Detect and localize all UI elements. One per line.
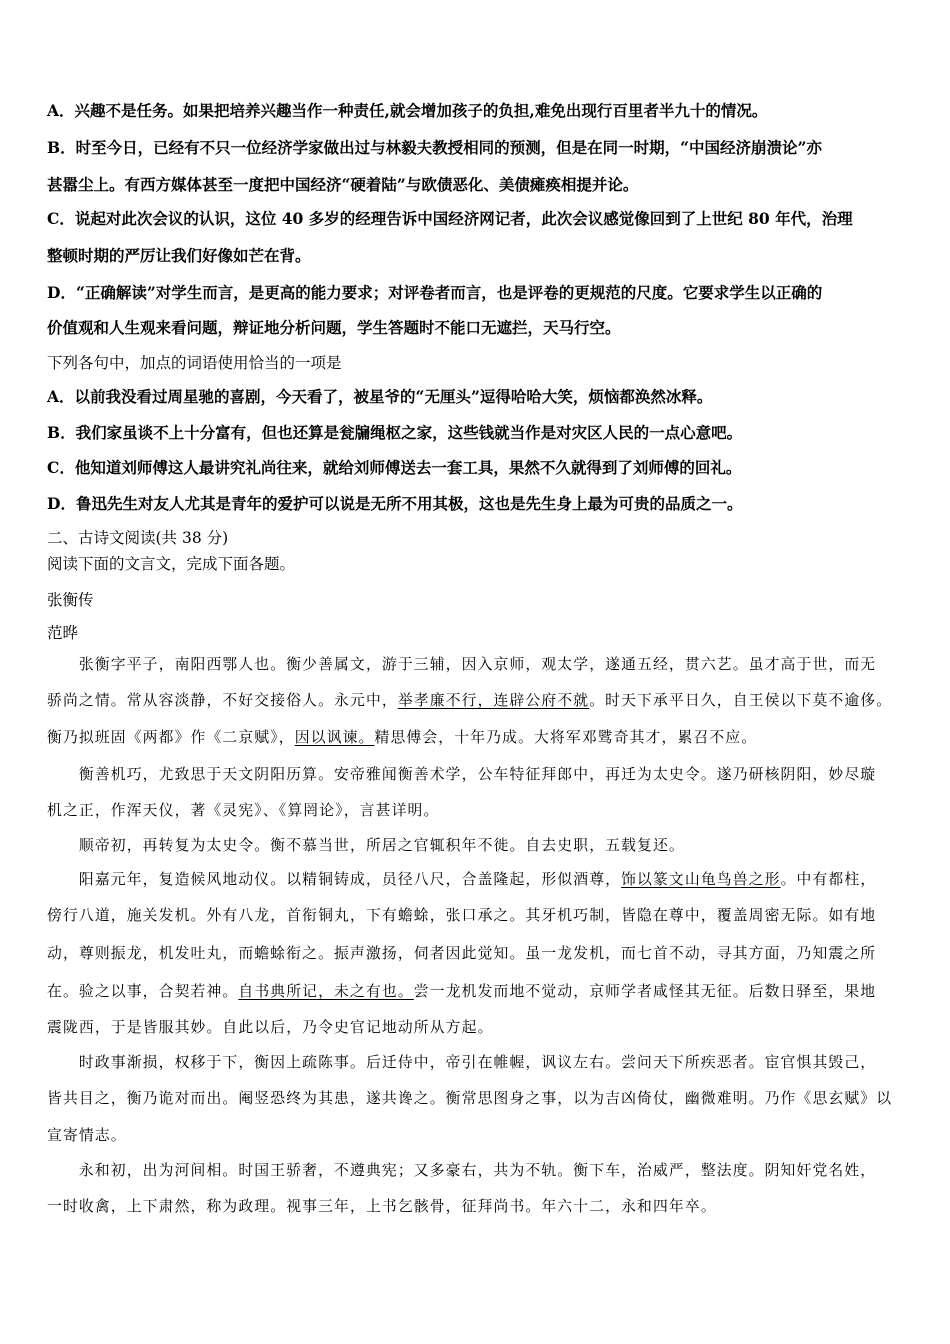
- q2-option-c: C．他知道刘师傅这人最讲究礼尚往来，就给刘师傅送去一套工具，果然不久就得到了刘师傅的回礼。: [47, 458, 742, 477]
- passage-line: 衡善机巧，尤致思于天文阴阳历算。安帝雅闻衡善术学，公车特征拜郎中，再迁为太史令。遂乃研核阴阳，妙尽璇: [47, 766, 877, 783]
- passage-line: 张衡字平子，南阳西鄂人也。衡少善属文，游于三辅，因入京师，观太学，遂通五经，贯六艺。虽才高于世，而无: [47, 656, 877, 673]
- underlined-sentence: 因以讽谏。: [294, 729, 375, 746]
- text-title: 张衡传: [47, 591, 94, 609]
- q2-option-a: A．以前我没看过周星驰的喜剧，今天看了，被星爷的“无厘头”逗得哈哈大笑，烦恼都涣然冰释。: [47, 387, 713, 406]
- passage-line: 皆共目之，衡乃诡对而出。阉竖恐终为其患，遂共谗之。衡常思图身之事，以为吉凶倚仗，幽微难明。乃作《思玄赋》以: [47, 1090, 893, 1107]
- question-stem: 下列各句中，加点的词语使用恰当的一项是: [47, 354, 342, 372]
- passage-line: 傍行八道，施关发机。外有八龙，首衔铜丸，下有蟾蜍，张口承之。其牙机巧制，皆隐在尊中，覆盖周密无际。如有地: [47, 907, 877, 924]
- passage-line: 衡乃拟班固《两都》作《二京赋》，因以讽谏。精思傅会，十年乃成。大将军邓骘奇其才，累召不应。: [47, 729, 758, 746]
- section-title: 二、古诗文阅读(共 38 分): [47, 529, 229, 547]
- instruction: 阅读下面的文言文，完成下面各题。: [47, 555, 296, 573]
- passage-line: 永和初，出为河间相。时国王骄奢，不遵典宪；又多豪右，共为不轨。衡下车，治威严，整法度。阴知奸党名姓，: [47, 1162, 877, 1179]
- q2-option-b: B．我们家虽谈不上十分富有，但也还算是瓮牖绳枢之家，这些钱就当作是对灾区人民的一点心意吧。: [47, 423, 743, 442]
- passage-line: 震陇西，于是皆服其妙。自此以后，乃令史官记地动所从方起。: [47, 1019, 494, 1036]
- option-c-line-1: C．说起对此次会议的认识，这位 40 多岁的经理告诉中国经济网记者，此次会议感觉像回到了上世纪 80 年代，治理: [47, 209, 853, 228]
- passage-line: 动，尊则振龙，机发吐丸，而蟾蜍衔之。振声激扬，伺者因此觉知。虽一龙发机，而七首不动，寻其方面，乃知震之所: [47, 945, 877, 962]
- q2-option-d: D．鲁迅先生对友人尤其是青年的爱护可以说是无所不用其极，这也是先生身上最为可贵的品质之一。: [47, 494, 743, 513]
- passage-line: 时政事渐损，权移于下，衡因上疏陈事。后迁侍中，帝引在帷幄，讽议左右。尝问天下所疾恶者。宦官惧其毁己，: [47, 1054, 877, 1071]
- option-d-line-2: 价值观和人生观来看问题，辩证地分析问题，学生答题时不能口无遮拦，天马行空。: [47, 318, 621, 337]
- option-b-line-1: B．时至今日，已经有不只一位经济学家做出过与林毅夫教授相同的预测，但是在同一时期，“中国经济崩溃论”亦: [47, 138, 822, 157]
- text-author: 范晔: [47, 624, 79, 642]
- passage-line: 顺帝初，再转复为太史令。衡不慕当世，所居之官辄积年不徙。自去史职，五载复还。: [47, 837, 685, 854]
- option-c-line-2: 整顿时期的严厉让我们好像如芒在背。: [47, 246, 311, 265]
- passage-line: 一时收禽，上下肃然，称为政理。视事三年，上书乞骸骨，征拜尚书。年六十二，永和四年卒。: [47, 1198, 717, 1215]
- passage-line: 宣寄情志。: [47, 1127, 127, 1144]
- option-b-line-2: 甚嚣尘上。有西方媒体甚至一度把中国经济“硬着陆”与欧债恶化、美债瘫痪相提并论。: [47, 175, 639, 194]
- underlined-sentence: 自书典所记，未之有也。: [238, 983, 414, 1000]
- underlined-sentence: 举孝廉不行，连辟公府不就: [397, 692, 590, 709]
- option-d-line-1: D．“正确解读”对学生而言，是更高的能力要求；对评卷者而言，也是评卷的更规范的尺度。它要求学生以正确的: [47, 283, 823, 302]
- passage-line: 在。验之以事，合契若神。自书典所记，未之有也。尝一龙机发而地不觉动，京师学者咸怪其无征。后数日驿至，果地: [47, 983, 877, 1000]
- passage-line: 骄尚之情。常从容淡静，不好交接俗人。永元中，举孝廉不行，连辟公府不就。时天下承平日久，自王侯以下莫不逾侈。: [47, 692, 893, 709]
- underlined-sentence: 饰以篆文山龟鸟兽之形: [621, 871, 781, 888]
- passage-line: 阳嘉元年，复造候风地动仪。以精铜铸成，员径八尺，合盖隆起，形似酒尊，饰以篆文山龟鸟兽之形。中有都柱，: [47, 871, 877, 888]
- passage-line: 机之正，作浑天仪，著《灵宪》、《算罔论》，言甚详明。: [47, 802, 440, 819]
- option-a-line: A．兴趣不是任务。如果把培养兴趣当作一种责任,就会增加孩子的负担,难免出现行百里者半九十的情况。: [47, 101, 768, 120]
